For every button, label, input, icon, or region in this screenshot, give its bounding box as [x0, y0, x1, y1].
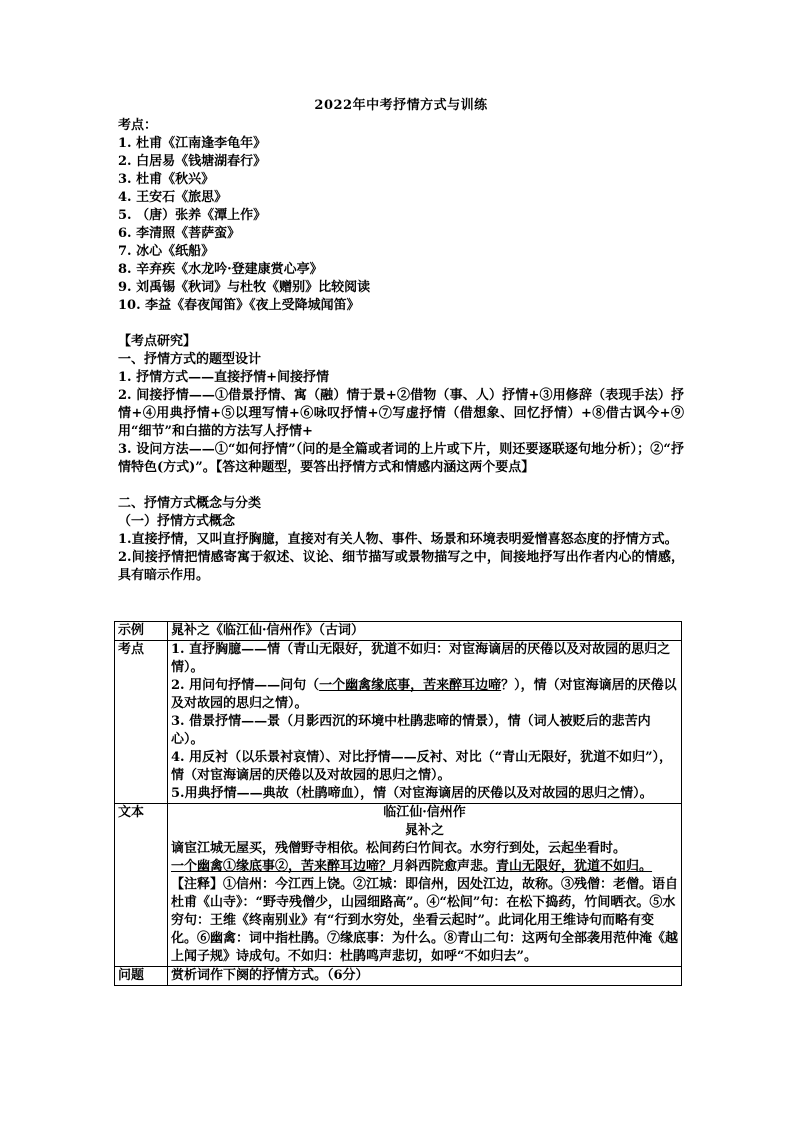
text-cell	[168, 804, 682, 967]
row-label: 文本	[115, 804, 168, 967]
point-item: 3. 借景抒情——景（月影西沉的环境中杜鹃悲啼的情景），情（词人被贬后的悲苦内心）。	[171, 714, 651, 747]
table-row	[115, 641, 682, 804]
row-label: 示例	[115, 622, 168, 641]
kaodian-item: 2. 白居易《钱塘湖春行》	[118, 154, 267, 169]
section1-heading: 一、抒情方式的题型设计	[118, 352, 262, 367]
kaodian-item: 4. 王安石《旅思》	[118, 190, 228, 205]
research-heading: 【考点研究】	[118, 334, 197, 349]
doc-title: 2022年中考抒情方式与训练	[314, 98, 488, 113]
kaodian-item: 7. 冰心《纸船》	[118, 244, 215, 259]
point-item: 5.用典抒情——典故（杜鹃啼血），情（对宦海谪居的厌倦以及对故园的思归之情）。	[171, 786, 653, 801]
point-item: 1. 直抒胸臆——情（青山无限好，犹道不如归：对宦海谪居的厌倦以及对故园的思归之情）。	[171, 642, 671, 675]
poem-title: 临江仙·信州作	[383, 805, 466, 820]
poem-line: 谪宦江城无屋买，残僧野寺相依。松间药臼竹间衣。水穷行到处，云起坐看时。	[171, 841, 627, 856]
kaodian-item: 6. 李清照《菩萨蛮》	[118, 226, 241, 241]
s1-item: 1. 抒情方式——直接抒情+间接抒情	[118, 370, 329, 385]
kaodian-heading: 考点：	[118, 118, 158, 133]
row-label: 问题	[115, 967, 168, 986]
s1-item: 3. 设问方法——①“如何抒情”（问的是全篇或者词的上片或下片，则还要逐联逐句地分析）；②“抒情特色(方式)”。【答这种题型，要答出抒情方式和情感内涵这两个要点】	[118, 442, 684, 475]
section2-heading: 二、抒情方式概念与分类	[118, 496, 262, 511]
example-source: 晁补之《临江仙·信州作》（古词）	[168, 622, 682, 641]
kaodian-item: 5. （唐）张养《潭上作》	[118, 208, 267, 223]
kaodian-item: 10. 李益《春夜闻笛》《夜上受降城闻笛》	[118, 298, 360, 313]
underlined-line: 青山无限好，犹道不如归。	[496, 859, 653, 874]
document-page	[118, 94, 684, 585]
point-item: 4. 用反衬（以乐景衬哀情）、对比抒情——反衬、对比（“青山无限好，犹道不如归”），情（对宦海谪居的厌倦以及对故园的思归之情）。	[171, 750, 673, 783]
poem-author: 晁补之	[404, 823, 444, 838]
poem-notes: 【注释】①信州：今江西上饶。②江城：即信州，因处江边，故称。③残僧：老僧。语自杜甫《山寺》：“野寺残僧少，山园细路高”。④“松间”句：在松下捣药，竹间晒衣。⑤水穷句：王维《终南别业》有“行到水穷处，坐看云起时”。此词化用王维诗句而略有变化。⑥幽禽：词中指杜鹃。⑦缘底事：为什么。⑧青山二句：这两句全部袭用范仲淹《越上闻子规》诗成句。不如归：杜鹃鸣声悲切，如呼“不如归去”。	[171, 877, 679, 964]
kaodian-item: 1. 杜甫《江南逢李龟年》	[118, 136, 267, 151]
kaodian-cell	[168, 641, 682, 804]
section2-subheading: （一）抒情方式概念	[118, 514, 236, 529]
s2-item: 2.间接抒情把情感寄寓于叙述、议论、细节描写或景物描写之中，间接地抒写出作者内心的情感，具有暗示作用。	[118, 550, 684, 583]
kaodian-item: 9. 刘禹锡《秋词》与杜牧《赠别》比较阅读	[118, 280, 371, 295]
s2-item: 1.直接抒情，又叫直抒胸臆，直接对有关人物、事件、场景和环境表明爱憎喜怒态度的抒情方式。	[118, 532, 678, 547]
table-row	[115, 967, 682, 986]
kaodian-item: 8. 辛弃疾《水龙吟·登建康赏心亭》	[118, 262, 323, 277]
underlined-line: 一个幽禽①缘底事②，苦来醉耳边啼？	[171, 859, 393, 874]
underlined-quote: 一个幽禽缘底事，苦来醉耳边啼	[319, 678, 502, 693]
row-label: 考点	[115, 641, 168, 804]
kaodian-item: 3. 杜甫《秋兴》	[118, 172, 215, 187]
point-item: 2. 用问句抒情——问句（一个幽禽缘底事，苦来醉耳边啼？），情（对宦海谪居的厌倦以及对故园的思归之情）。	[171, 678, 677, 711]
question-text: 赏析词作下阕的抒情方式。（6分）	[168, 967, 682, 986]
s1-item: 2. 间接抒情——①借景抒情、寓（融）情于景+②借物（事、人）抒情+③用修辞（表现手法）抒情+④用典抒情+⑤以理写情+⑥咏叹抒情+⑦写虚抒情（借想象、回忆抒情）+⑧借古讽今+⑨用“细节”和白描的方法写人抒情+	[118, 388, 684, 439]
table-row	[115, 622, 682, 641]
table-row	[115, 804, 682, 967]
poem-line: 一个幽禽①缘底事②，苦来醉耳边啼？月斜西院愈声悲。青山无限好，犹道不如归。	[171, 859, 653, 874]
example-table	[114, 621, 682, 986]
